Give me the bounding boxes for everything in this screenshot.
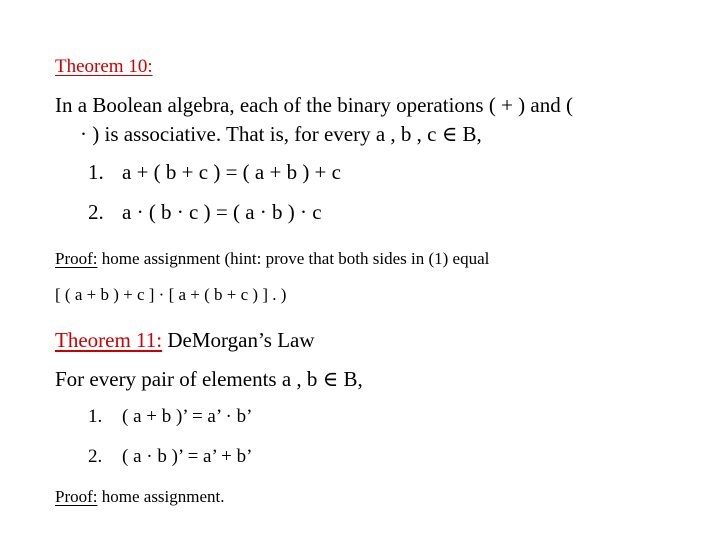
item-equation: a + ( b + c ) = ( a + b ) + c [122, 160, 341, 184]
theorem10-proof-line2: [ ( a + b ) + c ] · [ a + ( b + c ) ] . ) [55, 285, 287, 304]
theorem10-item-1 [88, 160, 341, 185]
item-equation: ( a + b )’ = a’ · b’ [122, 406, 253, 427]
theorem11-label: Theorem 11: [55, 328, 163, 352]
theorem11-heading [55, 328, 315, 353]
theorem11-item-1 [88, 406, 252, 428]
theorem10-statement-line2: · ) is associative. That is, for every a , b , c ∈ B, [80, 122, 482, 146]
item-number: 2. [88, 446, 103, 467]
item-equation: a · ( b · c ) = ( a · b ) · c [122, 200, 322, 224]
theorem11-statement: For every pair of elements a , b ∈ B, [55, 367, 363, 391]
item-number: 1. [88, 406, 103, 427]
theorem11-item-2 [88, 446, 252, 468]
theorem11-title: DeMorgan’s Law [162, 328, 315, 352]
proof-text: home assignment (hint: prove that both sides in (1) equal [97, 249, 490, 268]
item-equation: ( a · b )’ = a’ + b’ [122, 446, 253, 467]
proof-label: Proof: [55, 249, 98, 268]
theorem11-proof [55, 487, 225, 507]
theorem10-statement-line1: In a Boolean algebra, each of the binary operations ( + ) and ( [55, 93, 573, 117]
item-number: 2. [88, 200, 104, 224]
proof-text: home assignment. [97, 487, 225, 506]
theorem10-heading: Theorem 10: [55, 56, 153, 77]
theorem10-proof [55, 249, 489, 269]
proof-label: Proof: [55, 487, 98, 506]
item-number: 1. [88, 160, 104, 184]
theorem10-item-2 [88, 200, 322, 225]
